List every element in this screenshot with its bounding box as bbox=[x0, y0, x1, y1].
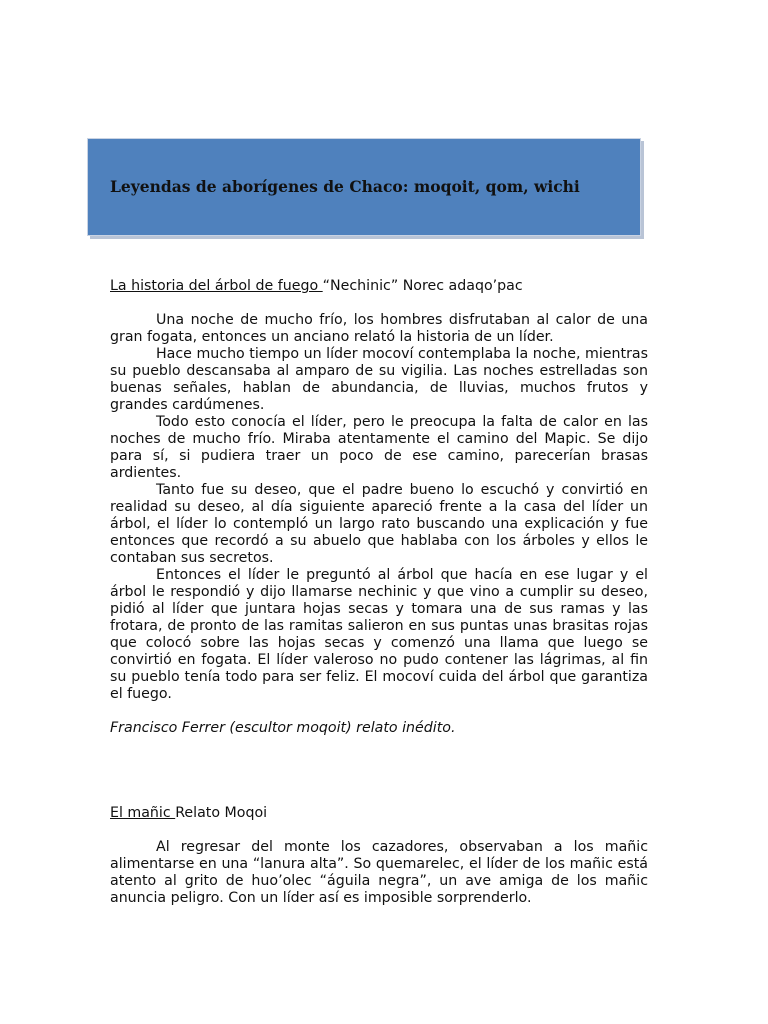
story-heading-underlined: La historia del árbol de fuego bbox=[110, 278, 323, 294]
story-heading bbox=[110, 278, 648, 295]
story-attribution: Francisco Ferrer (escultor moqoit) relato inédito. bbox=[110, 720, 456, 736]
story-heading bbox=[110, 805, 648, 822]
story-paragraph: Todo esto conocía el líder, pero le preocupa la falta de calor en las noches de mucho frío. Miraba atentamente el camino del Mapic. Se dijo para sí, si pudiera traer un poco de ese camino, parecerían brasas ardientes. bbox=[110, 414, 648, 481]
story-arbol-de-fuego bbox=[110, 278, 648, 737]
story-heading-underlined: El mañic bbox=[110, 805, 176, 821]
story-paragraph: Al regresar del monte los cazadores, observaban a los mañic alimentarse en una “lanura alta”. So quemarelec, el líder de los mañic está atento al grito de huo’olec “águila negra”, un ave amiga de los mañic anuncia peligro. Con un líder así es imposible sorprenderlo. bbox=[110, 839, 648, 906]
title-box bbox=[87, 138, 641, 236]
document-title: Leyendas de aborígenes de Chaco: moqoit, qom, wichi bbox=[110, 177, 580, 196]
story-heading-rest: Relato Moqoi bbox=[175, 805, 268, 821]
story-heading-rest: “Nechinic” Norec adaqo’pac bbox=[322, 278, 523, 294]
story-paragraph: Entonces el líder le preguntó al árbol que hacía en ese lugar y el árbol le respondió y dijo llamarse nechinic y que vino a cumplir su deseo, pidió al líder que juntara hojas secas y tomara una de sus ramas y las frotara, de pronto de las ramitas salieron en sus puntas unas brasitas rojas que colocó sobre las hojas secas y comenzó una llama que luego se convirtió en fogata. El líder valeroso no pudo contener las lágrimas, al fin su pueblo tenía todo para ser feliz. El mocoví cuida del árbol que garantiza el fuego. bbox=[110, 567, 648, 702]
story-paragraph: Tanto fue su deseo, que el padre bueno lo escuchó y convirtió en realidad su deseo, al día siguiente apareció frente a la casa del líder un árbol, el líder lo contempló un largo rato buscando una explicación y fue entonces que recordó a su abuelo que hablaba con los árboles y ellos le contaban sus secretos. bbox=[110, 482, 648, 566]
story-paragraph: Hace mucho tiempo un líder mocoví contemplaba la noche, mientras su pueblo descansaba al amparo de su vigilia. Las noches estrelladas son buenas señales, hablan de abundancia, de lluvias, muchos frutos y grandes cardúmenes. bbox=[110, 346, 648, 413]
story-el-manic bbox=[110, 805, 648, 907]
story-paragraph: Una noche de mucho frío, los hombres disfrutaban al calor de una gran fogata, entonces un anciano relató la historia de un líder. bbox=[110, 312, 648, 345]
